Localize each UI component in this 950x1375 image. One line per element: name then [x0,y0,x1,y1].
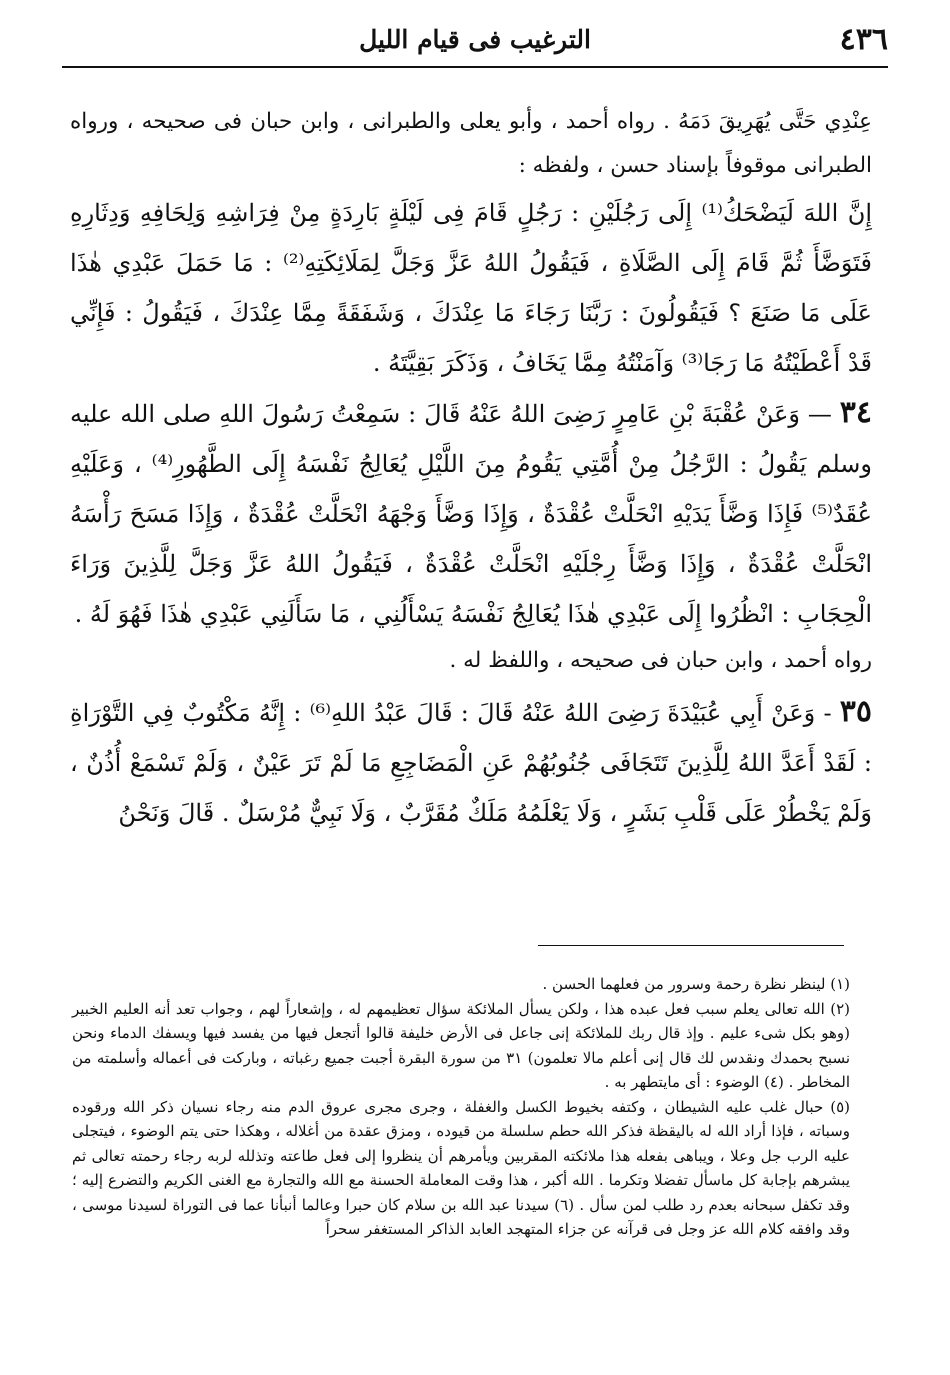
hadith-number-34: ٣٤ [839,395,872,430]
paragraph-narration-end: عِنْدِي حَتَّى يُهَرِيقَ دَمَهُ . رواه أحمد ، وأبو يعلى والطبرانى ، وابن حبان فى صحيحه ، ورواه الطبرانى موقوفاً بإسناد حسن ، ولفظه : [70,109,872,178]
hadith-34 [70,388,872,639]
running-title: الترغيب فى قيام الليل [359,25,591,54]
page-number: ٤٣٦ [839,22,888,57]
footnote-2-4: (٢) الله تعالى يعلم سبب فعل عبده هذا ، ولكن يسأل الملائكة سؤال تعظيمهم له ، وإشعاراً لهم ، وجواب تعد أنه العليم الخبير (وهو بكل شىء عليم . وإذ قال ربك للملائكة إنى جاعل فى الأرض خليفة قالوا أتجعل فيها من يفسد فيها ويسفك الدماء ونحن نسبح بحمدك ونقدس لك قال إنى أعلم مالا تعلمون) ٣١ من سورة البقرة أجبت جميع رغباته ، وباركت فى أعماله وأسلمته من المخاطر . (٤) الوضوء : أى مايتطهر به . [72,999,850,1091]
hadith-number-35: ٣٥ [839,694,873,729]
page-header [62,18,888,62]
header-rule [62,66,888,68]
paragraph-narration-34: رواه أحمد ، وابن حبان فى صحيحه ، واللفظ له . [449,648,872,673]
footnote-separator [538,945,844,946]
main-text [70,100,872,838]
paragraph-hadith-text: إِنَّ اللهَ لَيَضْحَكُ⁽¹⁾ إِلَى رَجُلَيْنِ : رَجُلٍ قَامَ فِى لَيْلَةٍ بَارِدَةٍ مِنْ فِرَاشِهِ وَلِحَافِهِ وَدِثَارِهِ فَتَوَضَّأَ ثُمَّ قَامَ إِلَى الصَّلَاةِ ، فَيَقُولُ اللهُ عَزَّ وَجَلَّ لِمَلَائِكَتِهِ⁽²⁾ : مَا حَمَلَ عَبْدِي هٰذَا عَلَى مَا صَنَعَ ؟ فَيَقُولُونَ : رَبَّنَا رَجَاءَ مَا عِنْدَكَ ، وَشَفَقَةً مِمَّا عِنْدَكَ ، فَيَقُولُ : فَإِنِّي قَدْ أَعْطَيْتُهُ مَا رَجَا⁽³⁾ وَآمَنْتُهُ مِمَّا يَخَافُ ، وَذَكَرَ بَقِيَّتَهُ . [70,199,873,377]
footnote-1: (١) لينظر نظرة رحمة وسرور من فعلهما الحسن . [542,975,850,993]
hadith-34-text: — وَعَنْ عُقْبَةَ بْنِ عَامِرٍ رَضِىَ اللهُ عَنْهُ قَالَ : سَمِعْتُ رَسُولَ اللهِ صلى الله عليه وسلم يَقُولُ : الرَّجُلُ مِنْ أُمَّتِي يَقُومُ مِنَ اللَّيْلِ يُعَالِجُ نَفْسَهُ إِلَى الطَّهُورِ⁽⁴⁾ ، وَعَلَيْهِ عُقَدٌ⁽⁵⁾ فَإِذَا وَضَّأَ يَدَيْهِ انْحَلَّتْ عُقْدَةٌ ، وَإِذَا وَضَّأَ وَجْهَهُ انْحَلَّتْ عُقْدَةٌ ، وَإِذَا مَسَحَ رَأْسَهُ انْحَلَّتْ عُقْدَةٌ ، وَإِذَا وَضَّأَ رِجْلَيْهِ انْحَلَّتْ عُقْدَةٌ ، فَيَقُولُ اللهُ عَزَّ وَجَلَّ لِلَّذِينَ وَرَاءَ الْحِجَابِ : انْظُرُوا إِلَى عَبْدِي هٰذَا يُعَالِجُ نَفْسَهُ يَسْأَلُنِي ، مَا سَأَلَنِي عَبْدِي هٰذَا فَهُوَ لَهُ . [70,400,872,628]
footnote-5-6: (٥) حبال غلب عليه الشيطان ، وكتفه بخيوط الكسل والغفلة ، وجرى مجرى عروق الدم منه رجاء نسيان ذكر الله ورقوده وسباته ، فإذا أراد الله له باليقظة فذكر الله حطم سلسلة من قيوده ، ومزق عقدة من أغلاله ، وهكذا حتى يتم الوضوء ، فيتجلى عليه الرب جل وعلا ، ويباهى بفعله هذا ملائكته المقربين ويأمرهم أن ينظروا إلى فعل طاعته وتذلله لربه رجاء رحمته تعالى ثم يبشرهم بإجابة كل ماسأل تفضلا وتكرما . الله أكبر ، هذا وقت المعاملة الحسنة مع الله والتجارة مع الغنى الكريم والتضرع إليه ؛ وقد تكفل سبحانه بعدم رد طلب لمن سأل . (٦) سيدنا عبد الله بن سلام كان حبرا وعالما أنبأنا عما فى التوراة لسيدنا موسى ، وقد وافقه كلام الله عز وجل فى قرآنه عن جزاء المتهجد العابد الذاكر المستغفر سحراً [72,1097,850,1238]
footnotes [72,972,850,1242]
hadith-35 [70,687,872,838]
hadith-35-text: - وَعَنْ أَبِي عُبَيْدَةَ رَضِىَ اللهُ عَنْهُ قَالَ : قَالَ عَبْدُ اللهِ⁽⁶⁾ : إِنَّهُ مَكْتُوبٌ فِي التَّوْرَاةِ : لَقَدْ أَعَدَّ اللهُ لِلَّذِينَ تَتَجَافَى جُنُوبُهُمْ عَنِ الْمَضَاجِعِ مَا لَمْ تَرَ عَيْنٌ ، وَلَمْ تَسْمَعْ أُذُنٌ ، وَلَمْ يَخْطُرْ عَلَى قَلْبِ بَشَرٍ ، وَلَا يَعْلَمُهُ مَلَكٌ مُقَرَّبٌ ، وَلَا نَبِيٌّ مُرْسَلٌ . قَالَ وَنَحْنُ [70,699,872,827]
